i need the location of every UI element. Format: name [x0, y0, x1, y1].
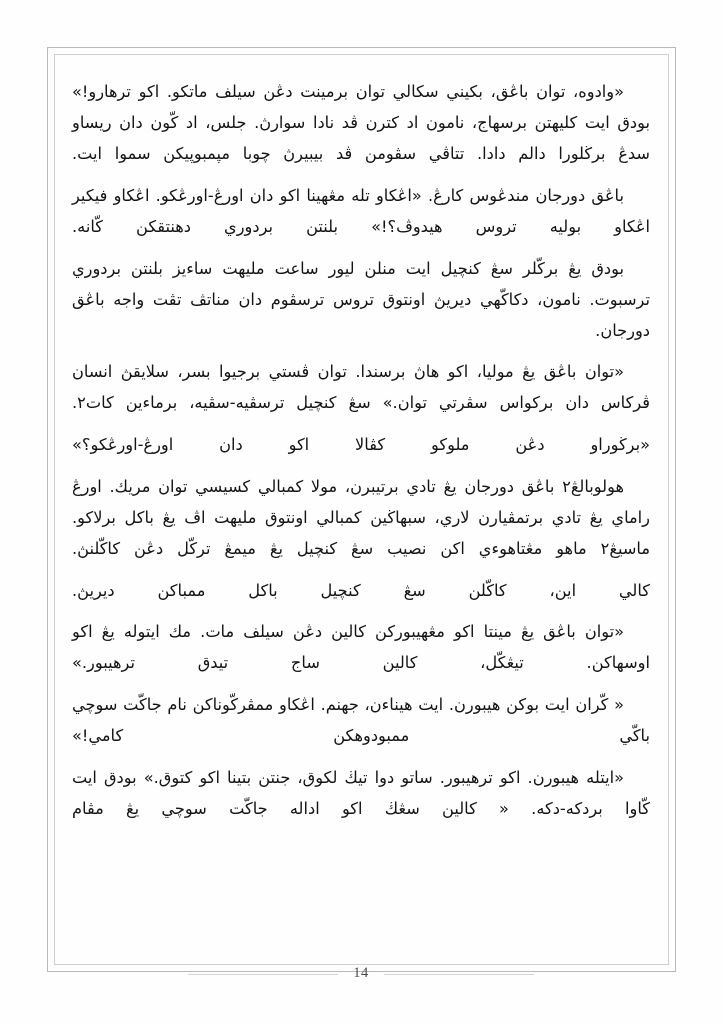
page-number: 14: [353, 964, 369, 981]
paragraph: «توان باڠق يڠ مينتا اكو مڠهيبوركن كالين دڠن سيلف مات. مك ايتوله يڠ اكو اوسهاكن. تيڠكّل، كالين ساج تيدق ترهيبور.»: [72, 622, 650, 673]
paragraph: « كّران ايت بوكن هيبورن. ايت هيناءن، جهنم. اڠكاو ممڤركّوناكن نام جاكّت سوچي باكّي ممبودوهكن كامي!»: [72, 694, 650, 745]
paragraph: بودق يڠ بركّلر سڠ كنچيل ايت منلن ليور ساعت مليهت ساءيز بلنتن بردوري ترسبوت. نامون، دكاكّهي ديريڽ اونتوق تروس ترسڤوم دان مناتڤ تڤت واجه باڠق دورجان.: [72, 258, 650, 340]
footer-rule-right: [384, 971, 534, 975]
paragraph: باڠق دورجان مندڠوس كارڠ. «اڠكاو تله مڠهينا اكو دان اورڠ-اورڠكو. اڠكاو فيكير اڠكاو بوليه تروس هيدوڤ؟!» بلنتن بردوري دهنتقكن كّانه.: [72, 185, 650, 236]
paragraph: «وادوه، توان باڠق، بكيني سكالي توان برمينت دڠن سيلف ماتكو. اكو ترهارو!» بودق ايت كليهتن برسهاج، نامون اد كترن ڤد نادا سوارڽ. جلس، اد كّون دان ريساو سدڠ برڬلورا دالم دادا. تتاڤي سڤومن ڤد بيبيرڽ چوبا مڽمبوڽيكن سموا ايت.: [72, 82, 650, 164]
paragraph-centered: «برڬوراو دڠن ملوكو كڤالا اكو دان اورڠ-اورڠكو؟»: [72, 435, 650, 455]
footer-rule-left: [188, 971, 338, 975]
paragraph: هولوبالڠ٢ باڠق دورجان يڠ تادي برتيبرن، مولا كمبالي كسيسي توان مريك. اورڠ راماي يڠ تادي برتمڤيارن لاري، سبهاڬين كمبالي اونتوق مليهت اڤ يڠ باكل برلاكو. ماسيڠ٢ ماهو مڠتاهوءي اكن نصيب سڠ كنچيل يڠ ميمڠ تركّل دڠن كاكّلنڽ.: [72, 476, 650, 558]
page-footer: [0, 958, 722, 988]
paragraph-centered: كالي اين، كاكّلن سڠ كنچيل باكل ممباكن ديريڽ.: [72, 580, 650, 600]
paragraph: «ايتله هيبورن. اكو ترهيبور. ساتو دوا تيڬ لكوق، جنتن بتينا اكو كتوق.» بودق ايت كّاوا بردكه-دكه. « كالين سڠڬ اكو اداله جاكّت سوچي يڠ مڤام: [72, 767, 650, 818]
paragraph: «توان باڠق يڠ موليا، اكو هاڽ برسندا. توان ڤستي برجيوا بسر، سلايقڽ انسان ڤركاس دان بركواس سڤرتي توان.» سڠ كنچيل ترسڤيه-سڤيه، برماءين كات٢.: [72, 362, 650, 413]
text-column: [72, 76, 650, 928]
